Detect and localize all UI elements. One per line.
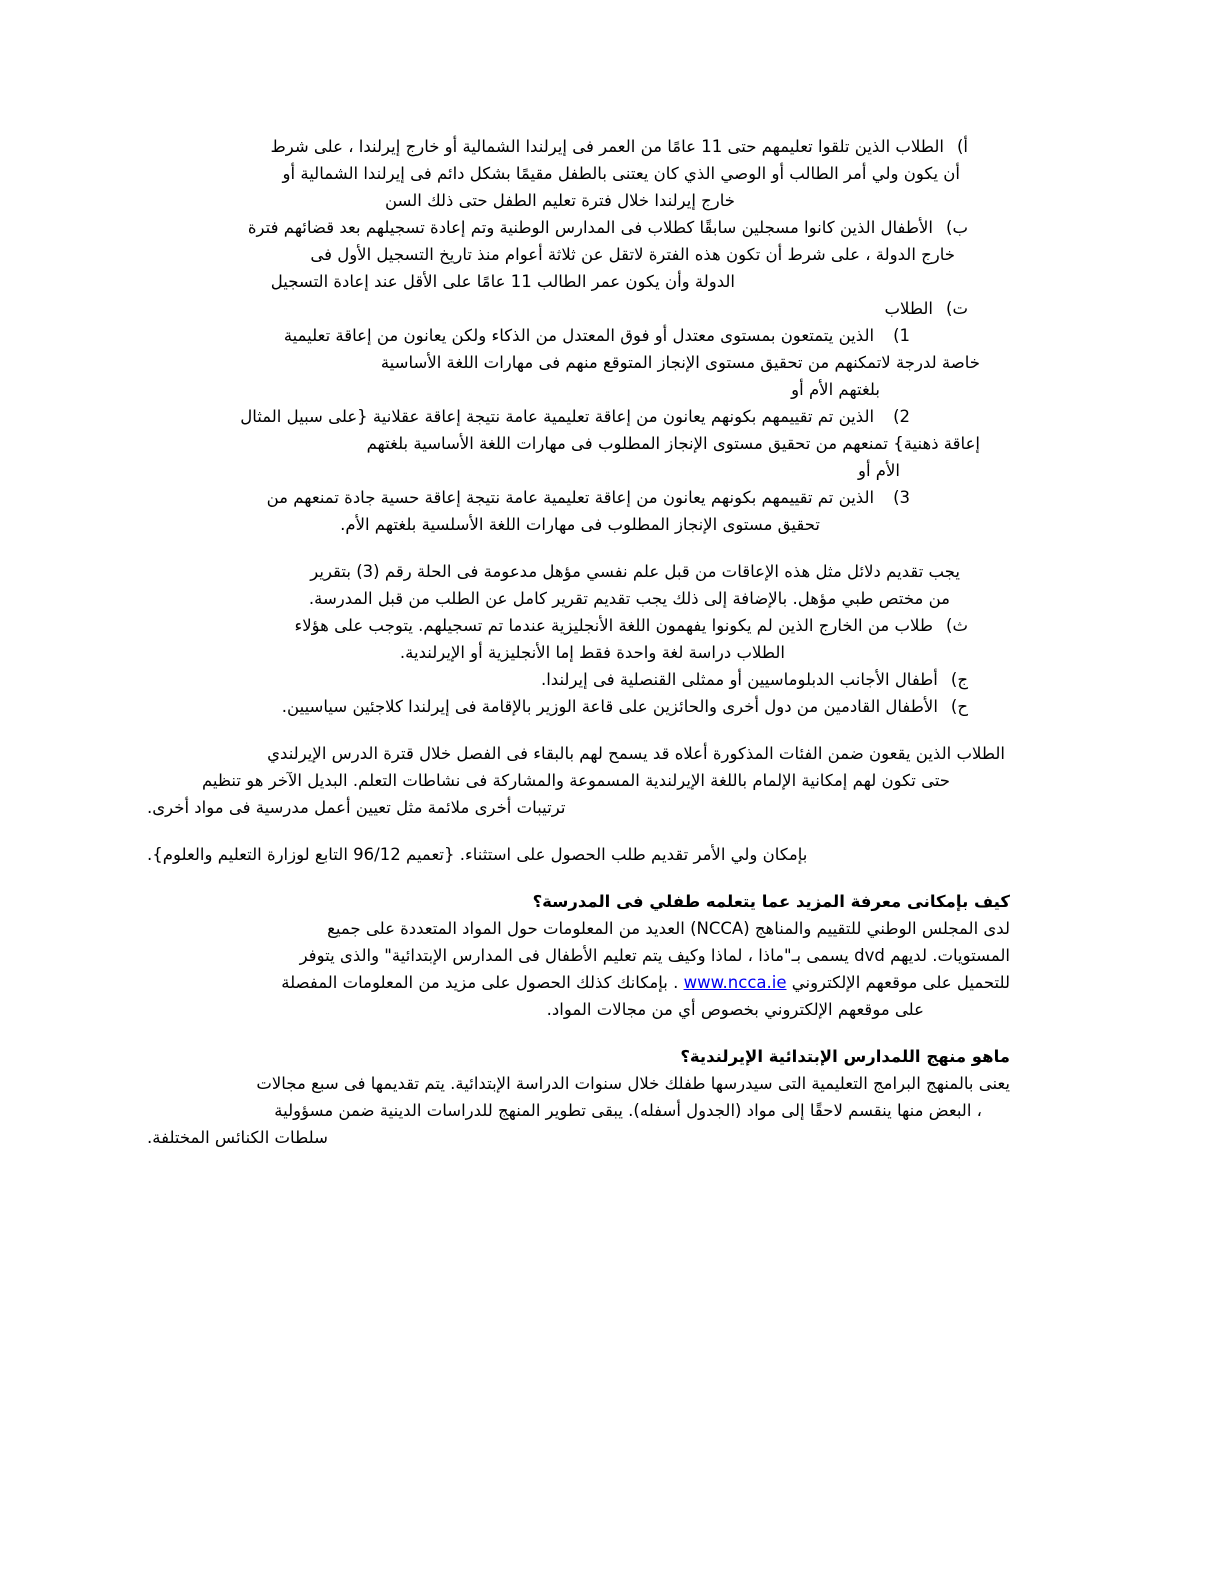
list-item-th-marker: ث) [946, 616, 968, 635]
stay-line2: حتى تكون لهم إمكانية الإلمام باللغة الإيرلندية المسموعة والمشاركة فى نشاطات التعلم. البديل الآخر هو تنظيم [201, 771, 950, 790]
list-item-a [147, 133, 1010, 214]
learn-more-section [147, 888, 1010, 1023]
sublist-item-2 [147, 403, 1010, 484]
list-item-j-marker: ج) [950, 670, 968, 689]
curriculum-line1: يعنى بالمنهج البرامج التعليمية التى سيدرسها طفلك خلال سنوات الدراسة الإبتدائية. يتم تقديمها فى سبع مجالات [256, 1074, 1010, 1093]
learn-more-line3-pre: للتحميل على موقعهم الإلكتروني [786, 973, 1010, 992]
sublist-item-2-text1: الذين تم تقييمهم بكونهم يعانون من إعاقة تعليمية عامة نتيجة إعاقة عقلانية {على سبيل المثال [240, 407, 875, 426]
list-item-a-marker: أ) [956, 137, 968, 156]
exception-line1: بإمكان ولي الأمر تقديم طلب الحصول على استثناء. {تعميم 96/12 التابع لوزارة التعليم والعلوم}. [147, 845, 808, 864]
evidence-line1: يجب تقديم دلائل مثل هذه الإعاقات من قبل علم نفسي مؤهل مدعومة فى الحلة رقم (3) بتقرير [310, 562, 960, 581]
stay-in-class-paragraph [147, 740, 1010, 821]
list-item-a-line3: خارج إيرلندا خلال فترة تعليم الطفل حتى ذلك السن [384, 191, 735, 210]
curriculum-line3: سلطات الكنائس المختلفة. [147, 1128, 328, 1147]
exception-paragraph [147, 841, 1010, 868]
curriculum-heading: ماهو منهج اللمدارس الإبتدائية الإيرلندية؟ [680, 1047, 1010, 1066]
stay-line1: الطلاب الذين يقعون ضمن الفئات المذكورة أعلاه قد يسمح لهم بالبقاء فى الفصل خلال قترة الدرس الإيرلندي [267, 744, 1005, 763]
curriculum-line2: ، البعض منها ينقسم لاحقًا إلى مواد (الجدول أسفله). يبقى تطوير المنهج للدراسات الدينية ضمن مسؤولية [274, 1101, 982, 1120]
sublist-item-2-line3: الأم أو [857, 461, 900, 480]
list-item-j-text1: أطفال الأجانب الدبلوماسيين أو ممثلى القنصلية فى إيرلندا. [540, 670, 938, 689]
evidence-line2: من مختص طبي مؤهل. بالإضافة إلى ذلك يجب تقديم تقرير كامل عن الطلب من قبل المدرسة. [308, 589, 950, 608]
sublist-item-2-line1 [147, 403, 910, 430]
list-item-b-text1: الأطفال الذين كانوا مسجلين سابقًا كطلاب فى المدارس الوطنية وتم إعادة تسجيلهم بعد قضائهم فترة [247, 218, 934, 237]
ncca-link[interactable]: www.ncca.ie [683, 973, 787, 992]
sublist-item-1 [147, 322, 1010, 403]
sublist-item-3-marker: 3) [893, 488, 910, 507]
list-item-th-line2: الطلاب دراسة لغة واحدة فقط إما الأنجليزية أو الإيرلندية. [399, 643, 785, 662]
list-item-j-line1 [147, 666, 968, 693]
list-item-h-text1: الأطفال القادمين من دول أخرى والحائزين على قاعة الوزير بالإقامة فى إيرلندا كلاجئين سياسيين. [281, 697, 938, 716]
eligibility-list [147, 133, 1010, 538]
list-item-h-line1 [147, 693, 968, 720]
list-item-a-line1 [147, 133, 968, 160]
sublist-item-2-line2: إعاقة ذهنية} تمنعهم من تحقيق مستوى الإنجاز المطلوب فى مهارات اللغة الأساسية بلغتهم [366, 434, 980, 453]
sublist-item-3 [147, 484, 1010, 538]
learn-more-line3 [147, 969, 1010, 996]
list-item-t-marker: ت) [946, 299, 968, 318]
sublist-item-3-line1 [147, 484, 910, 511]
sublist-item-1-line3: بلغتهم الأم أو [791, 380, 880, 399]
sublist-item-3-line2: تحقيق مستوى الإنجاز المطلوب فى مهارات اللغة الأسلسية بلغتهم الأم. [340, 515, 820, 534]
list-item-a-text1: الطلاب الذين تلقوا تعليمهم حتى 11 عامًا من العمر فى إيرلندا الشمالية أو خارج إيرلندا ، على شرط [270, 137, 944, 156]
list-item-th-text1: طلاب من الخارج الذين لم يكونوا يفهمون اللغة الأنجليزية عندما تم تسجيلهم. يتوجب على هؤلاء [294, 616, 934, 635]
list-item-t [147, 295, 1010, 322]
list-item-t-text1: الطلاب [884, 299, 934, 318]
stay-line3: ترتيبات أخرى ملائمة مثل تعيين أعمل مدرسية فى مواد أخرى. [147, 798, 566, 817]
sublist-item-1-text1: الذين يتمتعون بمستوى معتدل أو فوق المعتدل من الذكاء ولكن يعانون من إعاقة تعليمية [283, 326, 875, 345]
sublist-item-2-marker: 2) [893, 407, 910, 426]
list-item-b-line1 [147, 214, 968, 241]
sublist-item-1-line2: خاصة لدرجة لاتمكنهم من تحقيق مستوى الإنجاز المتوقع منهم فى مهارات اللغة الأساسية [380, 353, 980, 372]
learn-more-line3-post: . بإمكانك كذلك الحصول على مزيد من المعلومات المفصلة [281, 973, 684, 992]
sublist-item-1-line1 [147, 322, 910, 349]
list-item-h-marker: ح) [950, 697, 968, 716]
document-content [147, 133, 1010, 1151]
list-item-b-marker: ب) [946, 218, 968, 237]
learn-more-line1: لدى المجلس الوطني للتقييم والمناهج (NCCA) العديد من المعلومات حول المواد المتعددة على جميع [327, 919, 1010, 938]
learn-more-heading: كيف بإمكانى معرفة المزيد عما يتعلمه طفلي فى المدرسة؟ [532, 892, 1010, 911]
list-item-b [147, 214, 1010, 295]
list-item-b-line3: الدولة وأن يكون عمر الطالب 11 عامًا على الأقل عند إعادة التسجيل [270, 272, 735, 291]
curriculum-section [147, 1043, 1010, 1151]
list-item-a-line2: أن يكون ولي أمر الطالب أو الوصي الذي كان يعتنى بالطفل مقيمًا بشكل دائم فى إيرلندا الشمالية أو [282, 164, 960, 183]
evidence-paragraph [147, 558, 1010, 612]
list-item-t-line1 [147, 295, 968, 322]
learn-more-line4: على موقعهم الإلكتروني بخصوص أي من مجالات المواد. [546, 1000, 924, 1019]
learn-more-line2: المستويات. لديهم dvd يسمى بـ"ماذا ، لماذا وكيف يتم تعليم الأطفال فى المدارس الإبتدائية" والذى يتوفر [299, 946, 1010, 965]
list-item-b-line2: خارج الدولة ، على شرط أن تكون هذه الفترة لاتقل عن ثلاثة أعوام منذ تاريخ التسجيل الأول فى [310, 245, 955, 264]
list-item-th-line1 [147, 612, 968, 639]
eligibility-list-continued [147, 612, 1010, 720]
sublist-item-1-marker: 1) [893, 326, 910, 345]
list-item-th [147, 612, 1010, 666]
sublist-item-3-text1: الذين تم تقييمهم بكونهم يعانون من إعاقة تعليمية عامة نتيجة إعاقة حسية جادة تمنعهم من [266, 488, 875, 507]
